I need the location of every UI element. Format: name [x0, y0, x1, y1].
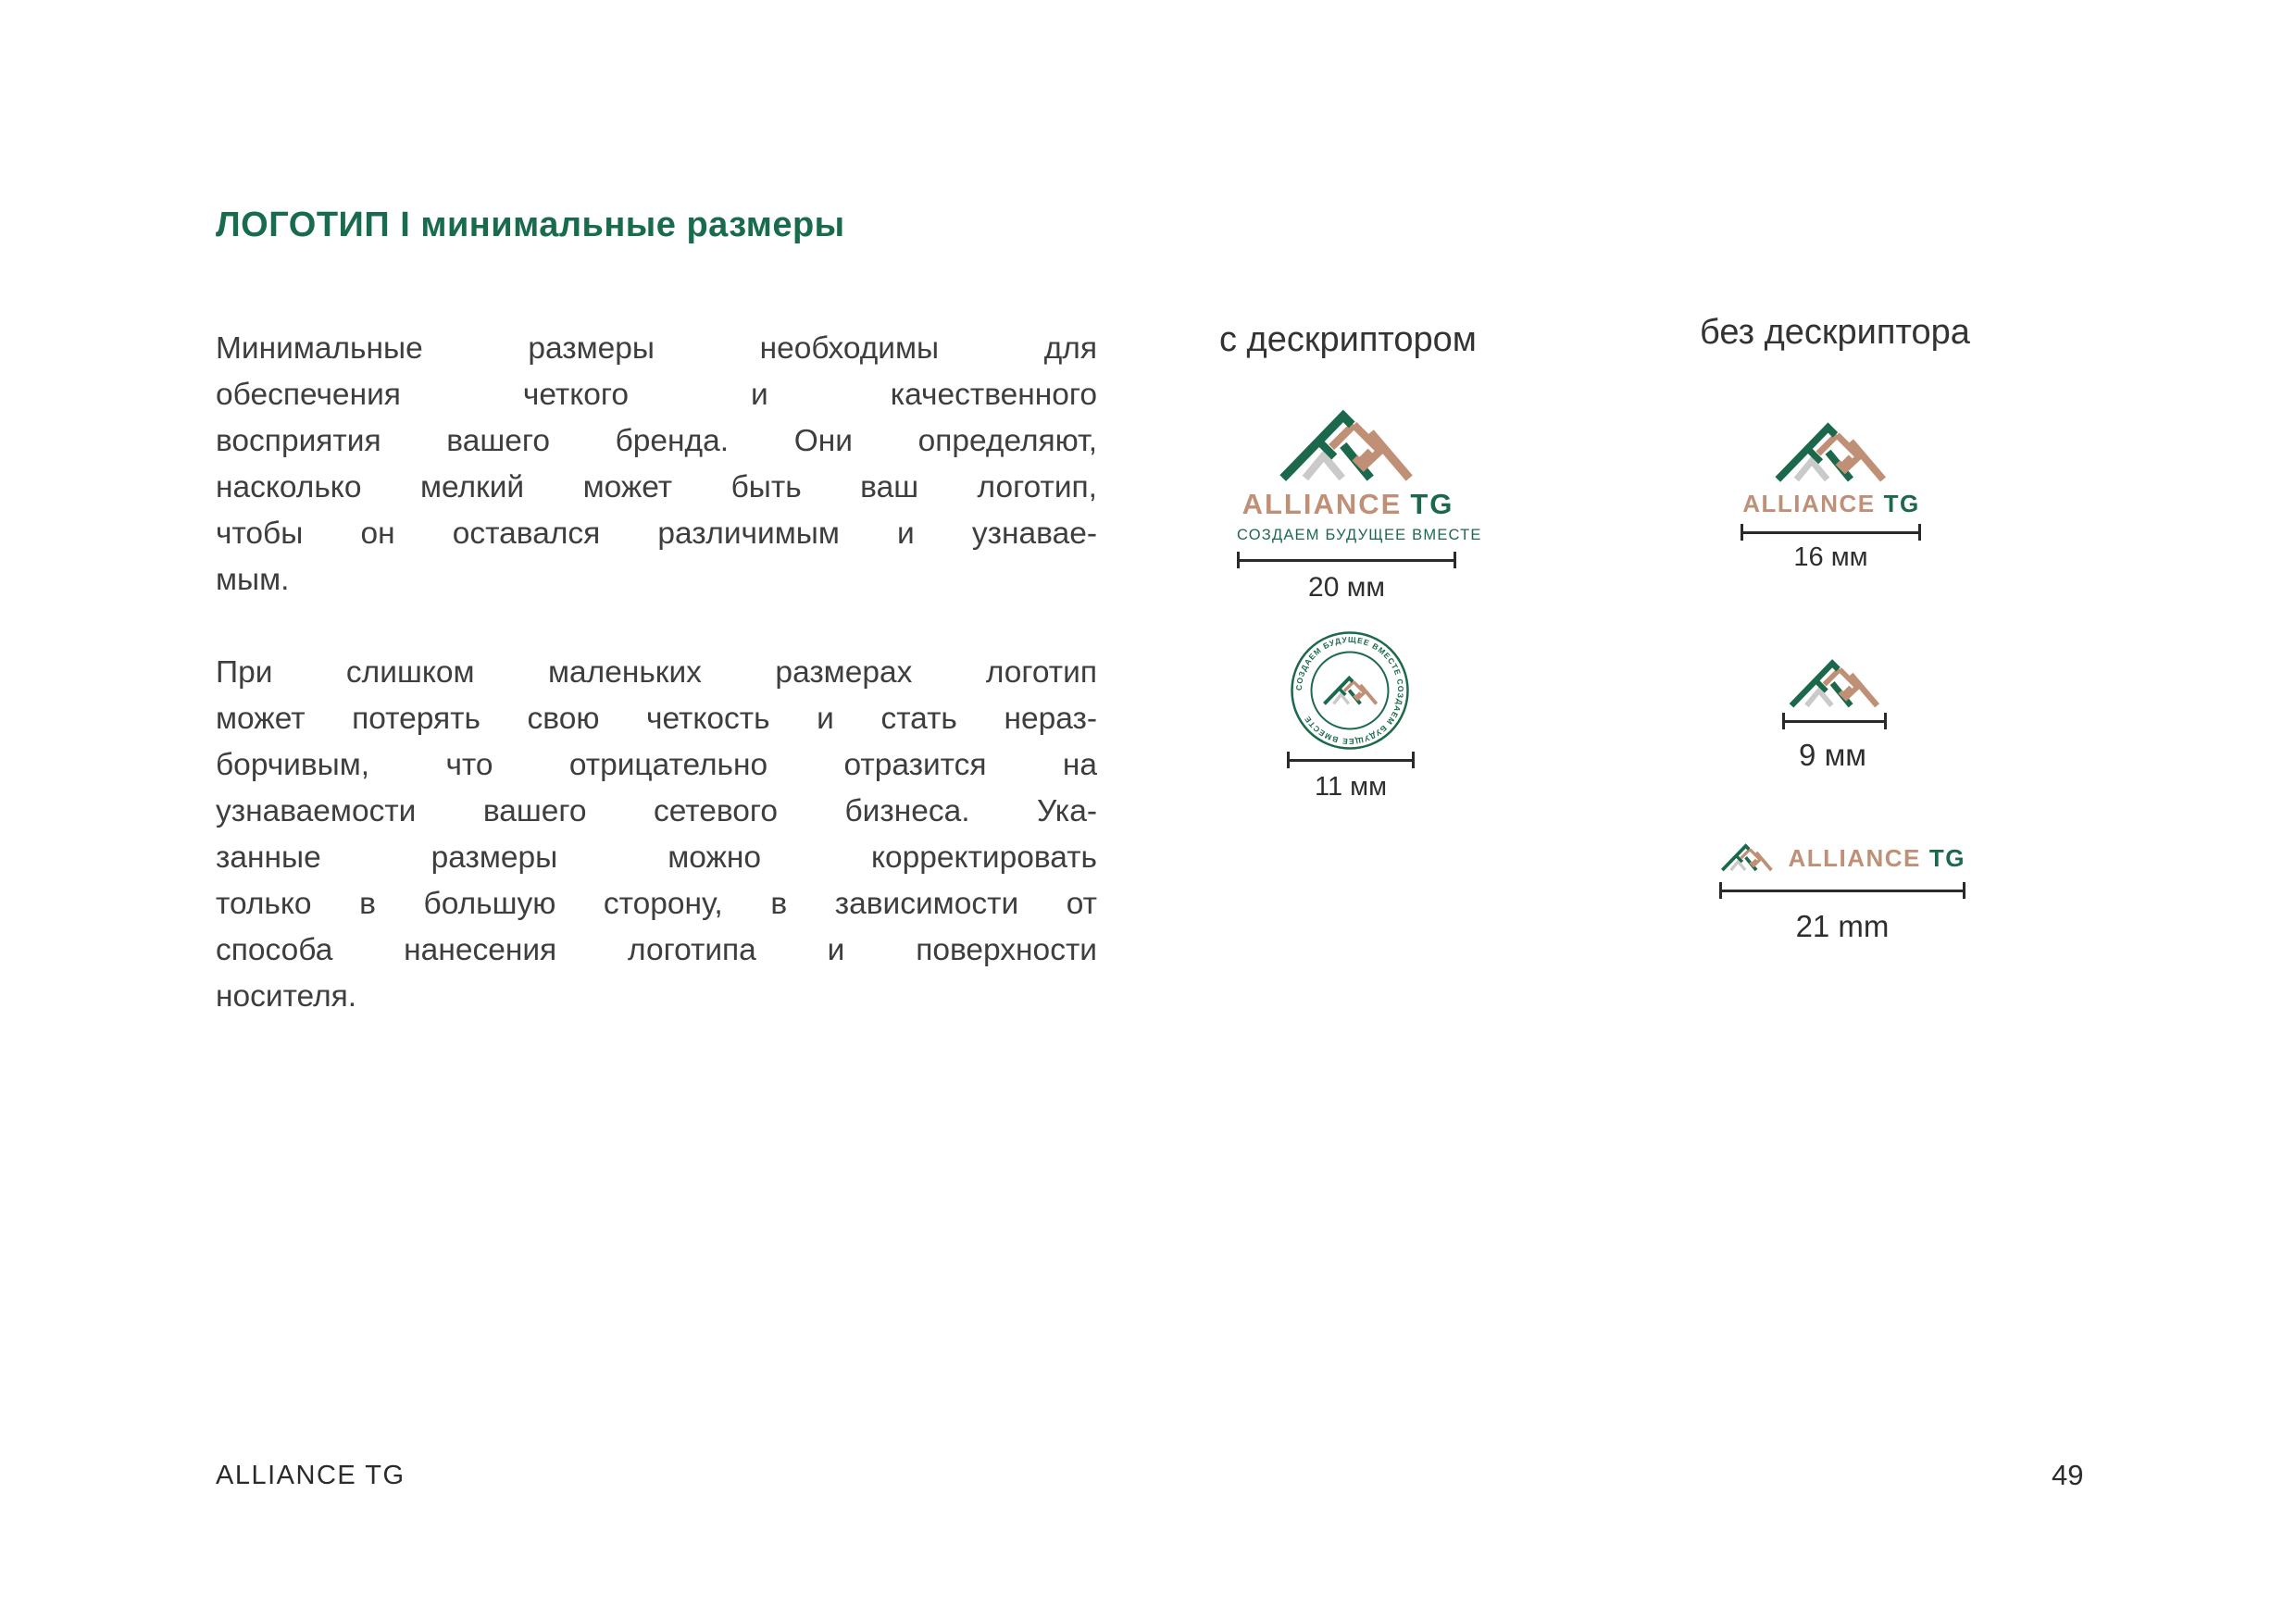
- wordmark-alliance: ALLIANCE: [1742, 490, 1876, 517]
- paragraph-2: [216, 650, 1097, 1020]
- alliance-tg-wordmark-small: [1741, 490, 1922, 518]
- paragraph-line: обеспечения четкого и качественного: [216, 378, 1097, 412]
- measure-ruler-20mm: [1237, 552, 1456, 568]
- size-label-11mm: 11 мм: [1314, 772, 1388, 802]
- paragraph-line: чтобы он оставался различимым и узнавае-: [216, 517, 1097, 551]
- logo-mark-only: [1786, 658, 1884, 711]
- stamp-circular-text: СОЗДАЕМ БУДУЩЕЕ ВМЕСТЕ СОЗДАЕМ БУДУЩЕЕ ВМЕСТЕ: [1293, 634, 1406, 747]
- paragraph-line: занные размеры можно корректировать: [216, 840, 1097, 875]
- paragraph-line: борчивым, что отрицательно отразится на: [216, 748, 1097, 782]
- size-label-20mm: 20 мм: [1308, 572, 1385, 603]
- paragraph-line: только в большую сторону, в зависимости от: [216, 887, 1097, 921]
- size-label-9mm: 9 мм: [1799, 738, 1866, 772]
- logo-descriptor-tagline: СОЗДАЕМ БУДУЩЕЕ ВМЕСТЕ: [1237, 527, 1482, 543]
- wordmark-alliance: ALLIANCE: [1242, 488, 1403, 520]
- paragraph-line: способа нанесения логотипа и поверхности: [216, 933, 1097, 967]
- horizontal-lockup-mark: [1719, 840, 1775, 876]
- wordmark-tg: TG: [1928, 843, 1965, 872]
- footer-brand-name: ALLIANCE TG: [216, 1461, 406, 1490]
- wordmark-alliance: ALLIANCE: [1788, 843, 1921, 872]
- paragraph-line: Минимальные размеры необходимы для: [216, 331, 1097, 366]
- alliance-tg-wordmark: [1237, 488, 1459, 521]
- horizontal-logo-lockup: [1719, 836, 1965, 880]
- footer-page-number: 49: [2052, 1459, 2084, 1491]
- intro-text-column: [216, 326, 1097, 1020]
- column-header-without-descriptor: без дескриптора: [1700, 313, 1970, 352]
- horizontal-lockup-wordmark: [1788, 844, 1965, 873]
- paragraph-line: мым.: [216, 563, 290, 597]
- alliance-tg-logo-mark-small: [1771, 421, 1891, 486]
- size-label-21mm: 21 mm: [1795, 909, 1890, 943]
- paragraph-line: может потерять свою четкость и стать нераз-: [216, 702, 1097, 736]
- paragraph-line: носителя.: [216, 979, 357, 1014]
- paragraph-line: узнаваемости вашего сетевого бизнеса. Ука-: [216, 794, 1097, 828]
- paragraph-line: При слишком маленьких размерах логотип: [216, 655, 1097, 690]
- paragraph-line: восприятия вашего бренда. Они определяют,: [216, 424, 1097, 458]
- paragraph-1: [216, 326, 1097, 604]
- measure-ruler-16mm: [1741, 524, 1921, 541]
- paragraph-gap: [216, 604, 1097, 650]
- paragraph-line: насколько мелкий может быть ваш логотип,: [216, 470, 1097, 504]
- measure-ruler-21mm: [1719, 882, 1965, 899]
- page-title: ЛОГОТИП I минимальные размеры: [216, 205, 845, 244]
- wordmark-tg: TG: [1410, 488, 1454, 520]
- stamp-center-mark: [1321, 675, 1380, 707]
- alliance-tg-logo-mark: [1275, 408, 1419, 486]
- measure-ruler-11mm: [1287, 752, 1415, 768]
- column-header-with-descriptor: с дескриптором: [1219, 320, 1477, 359]
- measure-ruler-9mm: [1782, 713, 1887, 729]
- wordmark-tg: TG: [1883, 490, 1920, 517]
- size-label-16mm: 16 мм: [1793, 542, 1868, 572]
